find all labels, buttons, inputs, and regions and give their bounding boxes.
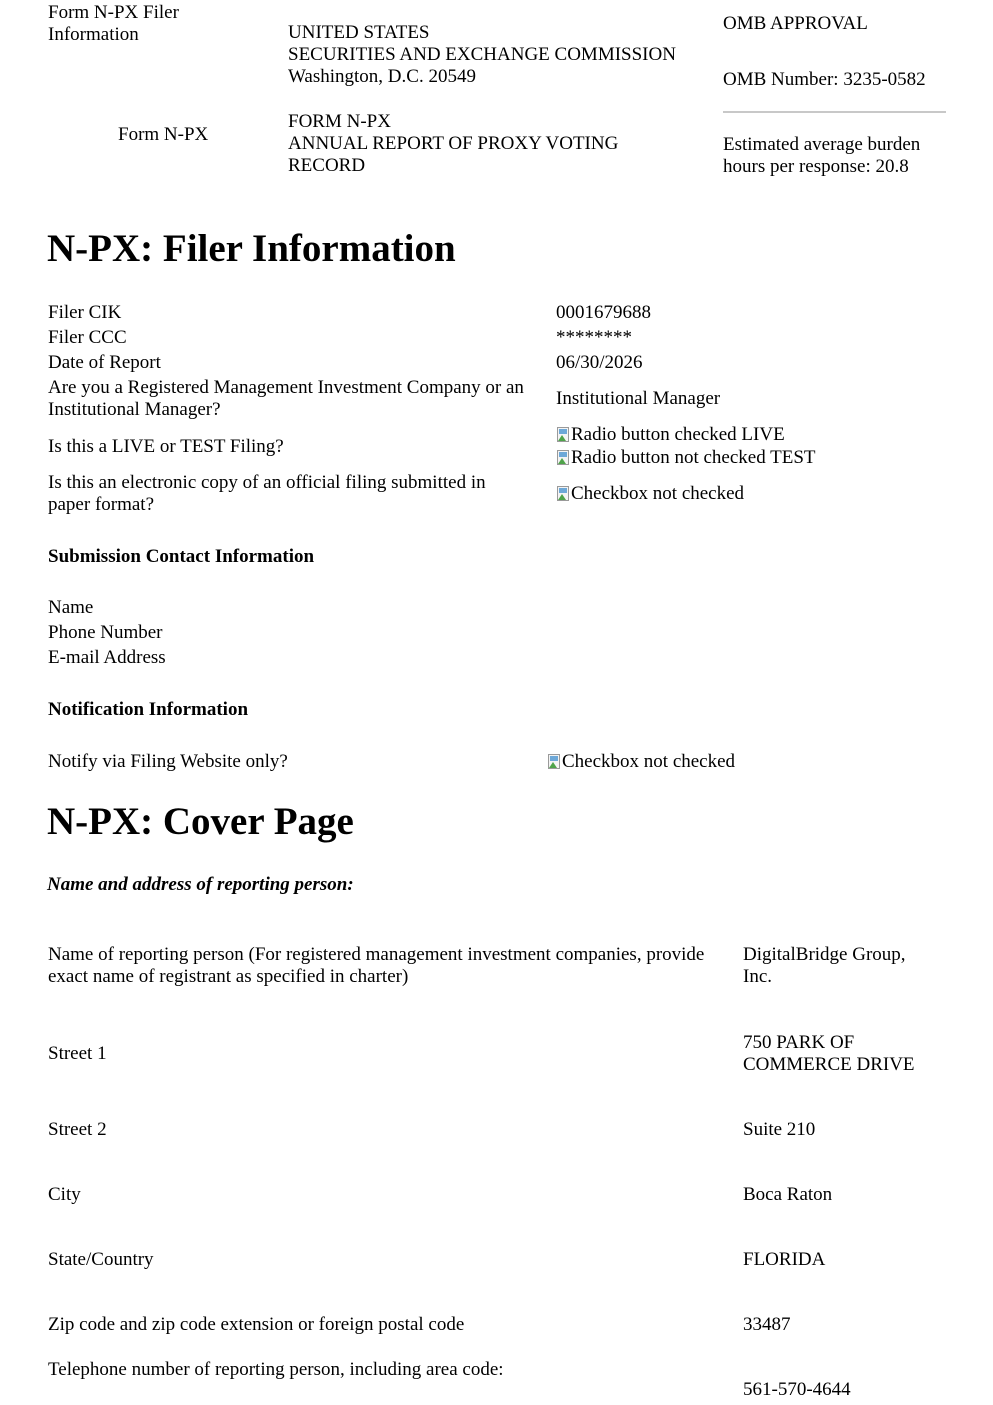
filer-info-heading: N-PX: Filer Information xyxy=(47,227,456,270)
paper-format-label: Is this an electronic copy of an official filing submitted in paper format? xyxy=(48,472,486,515)
cover-page-heading: N-PX: Cover Page xyxy=(47,800,354,843)
street1-label: Street 1 xyxy=(48,1043,107,1064)
filer-cik-label: Filer CIK xyxy=(48,302,122,323)
broken-image-icon xyxy=(547,754,561,770)
form-title-block: FORM N-PX ANNUAL REPORT OF PROXY VOTING RECORD xyxy=(288,111,619,176)
notify-label: Notify via Filing Website only? xyxy=(48,751,288,772)
street2-value: Suite 210 xyxy=(743,1119,816,1140)
notify-checkbox-label: Checkbox not checked xyxy=(562,751,736,772)
filer-ccc-value: ******** xyxy=(556,327,632,348)
street1-value: 750 PARK OF COMMERCE DRIVE xyxy=(743,1032,915,1075)
form-filer-info-title: Form N-PX Filer Information xyxy=(48,2,179,45)
burden-estimate: Estimated average burden hours per response: 20.8 xyxy=(723,134,921,177)
contact-email-label: E-mail Address xyxy=(48,647,166,668)
live-test-label: Is this a LIVE or TEST Filing? xyxy=(48,436,284,457)
agency-block: UNITED STATES SECURITIES AND EXCHANGE COMMISSION Washington, D.C. 20549 xyxy=(288,22,676,87)
city-value: Boca Raton xyxy=(743,1184,833,1205)
city-label: City xyxy=(48,1184,81,1205)
reporting-person-name-value: DigitalBridge Group, Inc. xyxy=(743,944,906,987)
telephone-label: Telephone number of reporting person, including area code: xyxy=(48,1359,504,1380)
state-country-label: State/Country xyxy=(48,1249,154,1270)
omb-approval: OMB APPROVAL xyxy=(723,13,868,34)
notification-heading: Notification Information xyxy=(48,699,249,720)
form-name: Form N-PX xyxy=(118,124,209,145)
omb-number: OMB Number: 3235-0582 xyxy=(723,69,926,90)
test-radio[interactable] xyxy=(556,447,816,469)
registrant-type-label: Are you a Registered Management Investment Company or an Institutional Manager? xyxy=(48,377,524,420)
contact-phone-label: Phone Number xyxy=(48,622,163,643)
zip-code-label: Zip code and zip code extension or foreign postal code xyxy=(48,1314,465,1335)
paper-format-checkbox[interactable] xyxy=(556,483,744,505)
street2-label: Street 2 xyxy=(48,1119,107,1140)
state-country-value: FLORIDA xyxy=(743,1249,826,1270)
filer-ccc-label: Filer CCC xyxy=(48,327,127,348)
contact-name-label: Name xyxy=(48,597,94,618)
broken-image-icon xyxy=(556,450,570,466)
test-radio-label: Radio button not checked TEST xyxy=(571,447,816,468)
telephone-value: 561-570-4644 xyxy=(743,1379,851,1400)
date-of-report-label: Date of Report xyxy=(48,352,161,373)
live-radio[interactable] xyxy=(556,424,785,446)
zip-code-value: 33487 xyxy=(743,1314,791,1335)
reporting-person-name-label: Name of reporting person (For registered management investment companies, provide exact name of registrant as specified in charter) xyxy=(48,944,705,987)
registrant-type-value: Institutional Manager xyxy=(556,388,721,409)
live-radio-label: Radio button checked LIVE xyxy=(571,424,785,445)
omb-divider xyxy=(723,111,946,113)
paper-format-checkbox-label: Checkbox not checked xyxy=(571,483,745,504)
broken-image-icon xyxy=(556,427,570,443)
date-of-report-value: 06/30/2026 xyxy=(556,352,643,373)
broken-image-icon xyxy=(556,486,570,502)
notify-checkbox[interactable] xyxy=(547,751,735,773)
cover-page-subheading: Name and address of reporting person: xyxy=(47,874,354,895)
submission-contact-heading: Submission Contact Information xyxy=(48,546,315,567)
filer-cik-value: 0001679688 xyxy=(556,302,651,323)
